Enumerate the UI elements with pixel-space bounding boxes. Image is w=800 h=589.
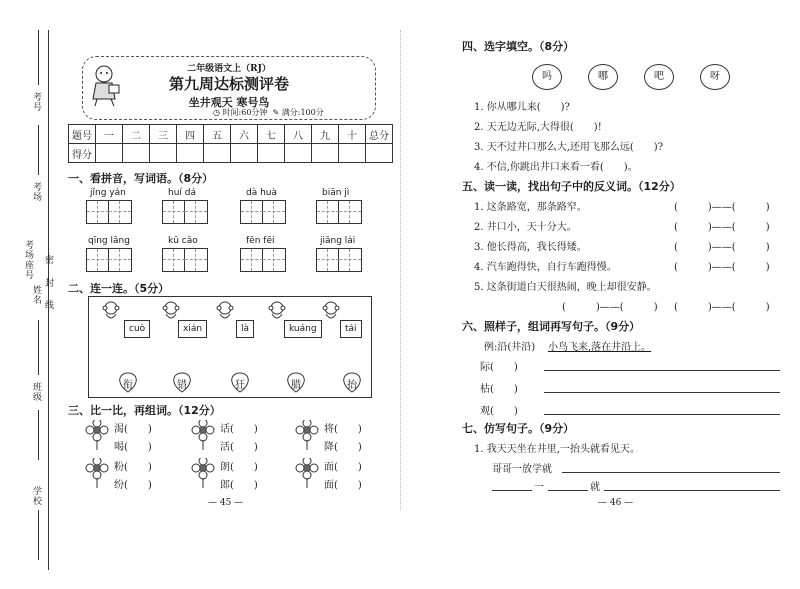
- fill-line: [38, 320, 39, 375]
- fill-item[interactable]: 1. 你从哪儿来( )?: [474, 102, 570, 113]
- peach-card[interactable]: [338, 370, 366, 394]
- pinyin: dà huà: [246, 188, 278, 198]
- seal-char-mi: 密: [43, 255, 53, 265]
- section2-title: 二、连一连。（5分）: [68, 282, 170, 295]
- example-word: 例:沿(井沿): [484, 342, 536, 353]
- section1-title: 一、看拼音，写词语。（8分）: [68, 172, 214, 185]
- antonym-sentence: 3. 他长得高，我长得矮。: [474, 242, 587, 253]
- compare-item[interactable]: 面( ): [324, 462, 362, 473]
- score-icon: ✎: [272, 108, 280, 117]
- score-cell[interactable]: [231, 144, 258, 163]
- clock-icon: ◷: [213, 108, 220, 117]
- fill-item[interactable]: 3. 天不过井口那么大,还用飞那么远( )?: [474, 142, 664, 153]
- score-head-cell: 二: [123, 125, 150, 144]
- antonym-sentence: 2. 井口小，天十分大。: [474, 222, 577, 233]
- writing-grid[interactable]: [240, 200, 286, 224]
- answer-line[interactable]: [544, 370, 780, 371]
- compare-item[interactable]: 朗( ): [220, 462, 258, 473]
- option-bubble[interactable]: 吧: [644, 64, 674, 90]
- pinyin: qīng lāng: [88, 236, 130, 246]
- page-number-right: — 46 —: [598, 498, 634, 508]
- peach-char: 狂: [235, 380, 245, 391]
- exam-header: [82, 56, 376, 120]
- score-head-cell: 六: [231, 125, 258, 144]
- time-limit: 时间:60分钟: [222, 108, 268, 117]
- score-head-cell: 七: [258, 125, 285, 144]
- pinyin-card[interactable]: là: [236, 320, 254, 338]
- answer-line[interactable]: [548, 490, 588, 491]
- score-header-row: [69, 125, 393, 144]
- writing-grid[interactable]: [316, 200, 362, 224]
- compare-item[interactable]: 喝( ): [114, 442, 152, 453]
- score-cell[interactable]: [366, 144, 393, 163]
- full-score: 满分:100分: [281, 108, 324, 117]
- imitate-word: 一: [534, 482, 544, 493]
- peach-char: 腊: [291, 380, 301, 391]
- score-cell[interactable]: [177, 144, 204, 163]
- peach-char: 抬: [347, 380, 357, 391]
- antonym-blank[interactable]: ( )——( ): [674, 202, 770, 213]
- section6-title: 六、照样子，组词再写句子。（9分）: [462, 320, 641, 333]
- score-head-cell: 题号: [69, 125, 96, 144]
- peach-card[interactable]: [168, 370, 196, 394]
- monkey-icon: [100, 300, 122, 322]
- imitate-word: 就: [590, 482, 600, 493]
- peach-char: 错: [177, 380, 187, 391]
- writing-grid[interactable]: [316, 248, 362, 272]
- binding-margin: [0, 0, 56, 589]
- antonym-sentence: 5. 这条街道白天很热闹，晚上却很安静。: [474, 282, 657, 293]
- flower-icon: [84, 458, 110, 488]
- flower-icon: [190, 420, 216, 450]
- antonym-sentence: 4. 汽车跑得快，自行车跑得慢。: [474, 262, 617, 273]
- word-row[interactable]: 枯( ): [480, 384, 518, 395]
- page-number-left: — 45 —: [208, 498, 244, 508]
- compare-item[interactable]: 活( ): [220, 442, 258, 453]
- option-bubble[interactable]: 呀: [700, 64, 730, 90]
- section7-title: 七、仿写句子。（9分）: [462, 422, 575, 435]
- imitate-prompt: 哥哥一放学就: [492, 464, 552, 475]
- compare-item[interactable]: 纷( ): [114, 480, 152, 491]
- flower-icon: [294, 420, 320, 450]
- answer-line[interactable]: [562, 472, 780, 473]
- peach-card[interactable]: [282, 370, 310, 394]
- score-value-row: [69, 144, 393, 163]
- writing-grid[interactable]: [162, 200, 208, 224]
- score-cell[interactable]: [123, 144, 150, 163]
- section3-title: 三、比一比，再组词。（12分）: [68, 404, 221, 417]
- fill-line: [38, 410, 39, 460]
- grade-label: 二年级语文上（RJ）: [187, 64, 271, 74]
- label-class: 班级: [31, 382, 41, 402]
- fill-line: [38, 510, 39, 560]
- pinyin: huí dá: [168, 188, 196, 198]
- compare-item[interactable]: 面( ): [324, 480, 362, 491]
- score-cell[interactable]: [204, 144, 231, 163]
- pinyin: fēn fēi: [246, 236, 275, 246]
- label-name: 姓名: [31, 285, 41, 305]
- score-cell[interactable]: [339, 144, 366, 163]
- label-exam-room: 考场: [31, 182, 41, 202]
- fill-item[interactable]: 2. 天无边无际,大得很( )!: [474, 122, 602, 133]
- antonym-sentence: 1. 这条路宽，那条路窄。: [474, 202, 587, 213]
- answer-line[interactable]: [604, 490, 780, 491]
- monkey-icon: [160, 300, 182, 322]
- score-head-cell: 十: [339, 125, 366, 144]
- antonym-blank[interactable]: ( )——( ): [562, 302, 658, 313]
- page-divider: [400, 30, 401, 510]
- label-exam-number: 考号: [31, 92, 41, 112]
- score-cell[interactable]: [312, 144, 339, 163]
- example-sentence: 小鸟飞来,落在井沿上。: [548, 342, 652, 353]
- flower-icon: [190, 458, 216, 488]
- monkey-icon: [320, 300, 342, 322]
- score-row-label: 得分: [69, 144, 96, 163]
- score-head-cell: 总分: [366, 125, 393, 144]
- fill-line: [38, 30, 39, 85]
- antonym-blank[interactable]: ( )——( ): [674, 262, 770, 273]
- writing-grid[interactable]: [86, 200, 132, 224]
- score-cell[interactable]: [258, 144, 285, 163]
- score-head-cell: 四: [177, 125, 204, 144]
- score-head-cell: 三: [150, 125, 177, 144]
- pinyin: kū cǎo: [168, 236, 198, 246]
- monkey-icon: [266, 300, 288, 322]
- label-school: 学校: [31, 486, 41, 506]
- compare-item[interactable]: 渴( ): [114, 424, 152, 435]
- imitate-example: 1. 我天天坐在井里,一抬头就看见天。: [474, 444, 640, 455]
- compare-item[interactable]: 话( ): [220, 424, 258, 435]
- writing-grid[interactable]: [86, 248, 132, 272]
- pinyin: jǐng yán: [90, 188, 126, 198]
- score-head-cell: 一: [96, 125, 123, 144]
- compare-item[interactable]: 将( ): [324, 424, 362, 435]
- antonym-blank[interactable]: ( )——( ): [674, 242, 770, 253]
- pinyin-card[interactable]: tái: [340, 320, 362, 338]
- answer-line[interactable]: [544, 414, 780, 415]
- compare-item[interactable]: 郎( ): [220, 480, 258, 491]
- pinyin: jiāng lái: [320, 236, 356, 246]
- score-cell[interactable]: [150, 144, 177, 163]
- compare-item[interactable]: 降( ): [324, 442, 362, 453]
- exam-title: 第九周达标测评卷: [168, 75, 289, 93]
- option-bubble[interactable]: 哪: [588, 64, 618, 90]
- antonym-blank[interactable]: ( )——( ): [674, 302, 770, 313]
- fill-line: [38, 125, 39, 175]
- option-bubble[interactable]: 吗: [532, 64, 562, 90]
- word-row[interactable]: 际( ): [480, 362, 518, 373]
- peach-card[interactable]: [114, 370, 142, 394]
- section4-title: 四、选字填空。（8分）: [462, 40, 575, 53]
- score-cell[interactable]: [96, 144, 123, 163]
- monkey-icon: [214, 300, 236, 322]
- seal-char-feng: 封: [43, 278, 53, 288]
- section5-title: 五、读一读，找出句子中的反义词。（12分）: [462, 180, 681, 193]
- seal-char-xian: 线: [43, 300, 53, 310]
- writing-grid[interactable]: [162, 248, 208, 272]
- flower-icon: [294, 458, 320, 488]
- score-table: [68, 124, 393, 163]
- peach-char: 衔: [123, 380, 133, 391]
- exam-meta: [213, 107, 324, 118]
- peach-card[interactable]: [226, 370, 254, 394]
- writing-grid[interactable]: [240, 248, 286, 272]
- pinyin-card[interactable]: xián: [178, 320, 207, 338]
- exam-subtitle: 坐井观天 寒号鸟: [188, 96, 270, 109]
- label-seat: 考场座号: [23, 240, 33, 280]
- score-head-cell: 八: [285, 125, 312, 144]
- answer-line[interactable]: [544, 392, 780, 393]
- fill-item[interactable]: 4. 不信,你跳出井口来看一看( )。: [474, 162, 638, 173]
- score-cell[interactable]: [285, 144, 312, 163]
- compare-item[interactable]: 粉( ): [114, 462, 152, 473]
- antonym-blank[interactable]: ( )——( ): [674, 222, 770, 233]
- pinyin-card[interactable]: cuò: [124, 320, 150, 338]
- word-row[interactable]: 观( ): [480, 406, 518, 417]
- score-head-cell: 九: [312, 125, 339, 144]
- answer-line[interactable]: [492, 490, 532, 491]
- score-head-cell: 五: [204, 125, 231, 144]
- pinyin-card[interactable]: kuáng: [284, 320, 322, 338]
- pinyin: biān jì: [322, 188, 350, 198]
- flower-icon: [84, 420, 110, 450]
